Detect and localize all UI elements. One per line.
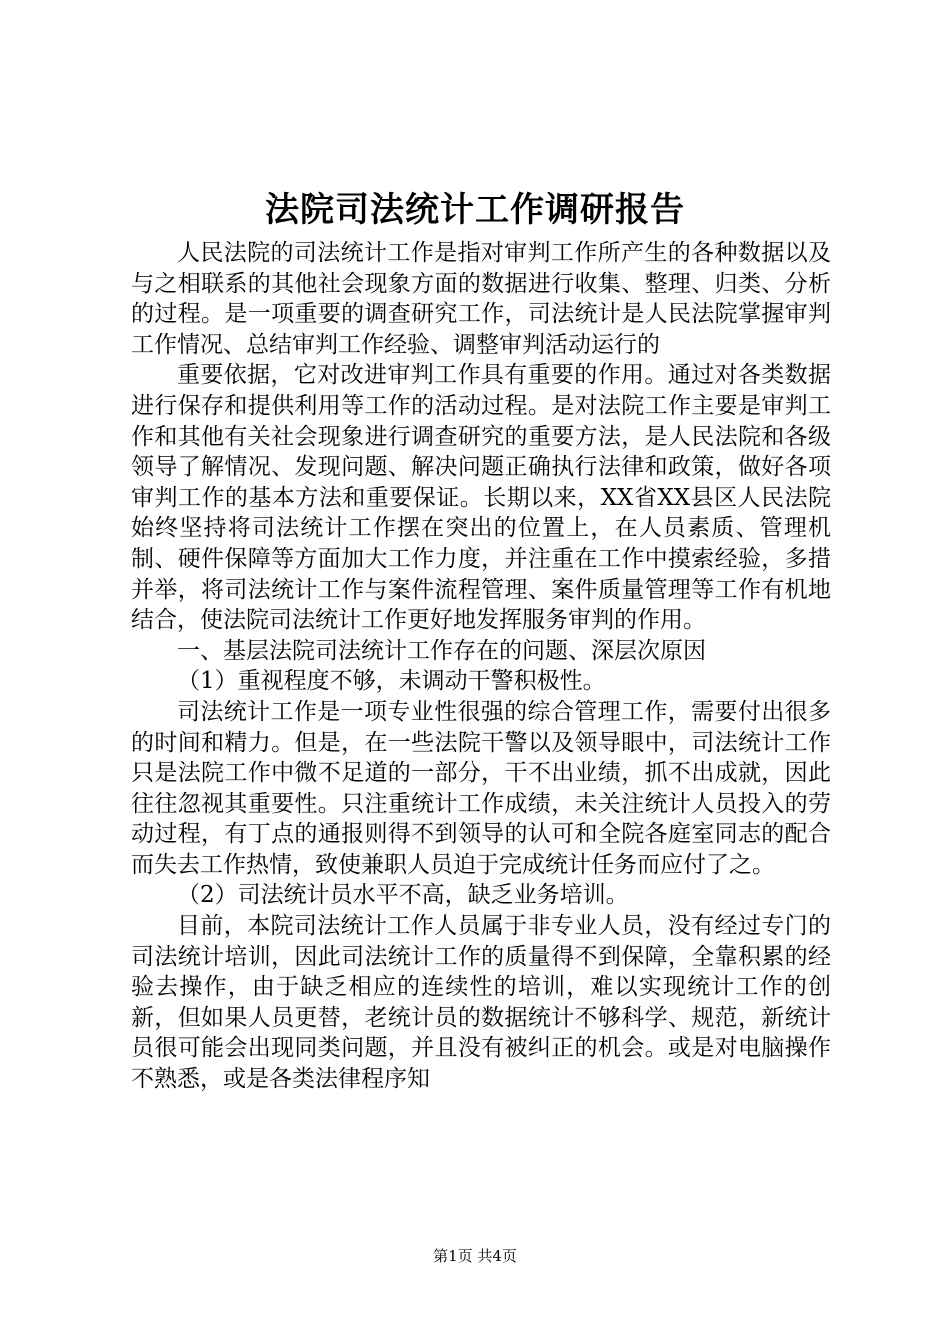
paragraph: 人民法院的司法统计工作是指对审判工作所产生的各种数据以及与之相联系的其他社会现象方面的数据进行收集、整理、归类、分析的过程。是一项重要的调查研究工作，司法统计是人民法院掌握审判工作情况、总结审判工作经验、调整审判活动运行的 bbox=[131, 240, 831, 358]
page-number-footer: 第1页 共4页 bbox=[433, 1247, 517, 1265]
section-heading: 一、基层法院司法统计工作存在的问题、深层次原因 bbox=[177, 637, 706, 664]
paragraph: 重要依据，它对改进审判工作具有重要的作用。通过对各类数据进行保存和提供利用等工作的活动过程。是对法院工作主要是审判工作和其他有关社会现象进行调查研究的重要方法，是人民法院和各级领导了解情况、发现问题、解决问题正确执行法律和政策，做好各项审判工作的基本方法和重要保证。长期以来，XX省XX县区人民法院始终坚持将司法统计工作摆在突出的位置上，在人员素质、管理机制、硬件保障等方面加大工作力度，并注重在工作中摸索经验，多措并举，将司法统计工作与案件流程管理、案件质量管理等工作有机地结合，使法院司法统计工作更好地发挥服务审判的作用。 bbox=[131, 362, 831, 634]
paragraph: 目前，本院司法统计工作人员属于非专业人员，没有经过专门的司法统计培训，因此司法统计工作的质量得不到保障，全靠积累的经验去操作，由于缺乏相应的连续性的培训，难以实现统计工作的创新，但如果人员更替，老统计员的数据统计不够科学、规范，新统计员很可能会出现同类问题，并且没有被纠正的机会。或是对电脑操作不熟悉，或是各类法律程序知 bbox=[131, 913, 831, 1093]
subsection-heading: （1）重视程度不够，未调动干警积极性。 bbox=[177, 668, 606, 695]
subsection-heading: （2）司法统计员水平不高，缺乏业务培训。 bbox=[177, 882, 629, 909]
paragraph: 司法统计工作是一项专业性很强的综合管理工作，需要付出很多的时间和精力。但是，在一些法院干警以及领导眼中，司法统计工作只是法院工作中微不足道的一部分，干不出业绩，抓不出成就，因此往往忽视其重要性。只注重统计工作成绩，未关注统计人员投入的劳动过程，有丁点的通报则得不到领导的认可和全院各庭室同志的配合而失去工作热情，致使兼职人员迫于完成统计任务而应付了之。 bbox=[131, 698, 831, 878]
document-title: 法院司法统计工作调研报告 bbox=[265, 190, 685, 230]
document-body bbox=[131, 238, 831, 1095]
